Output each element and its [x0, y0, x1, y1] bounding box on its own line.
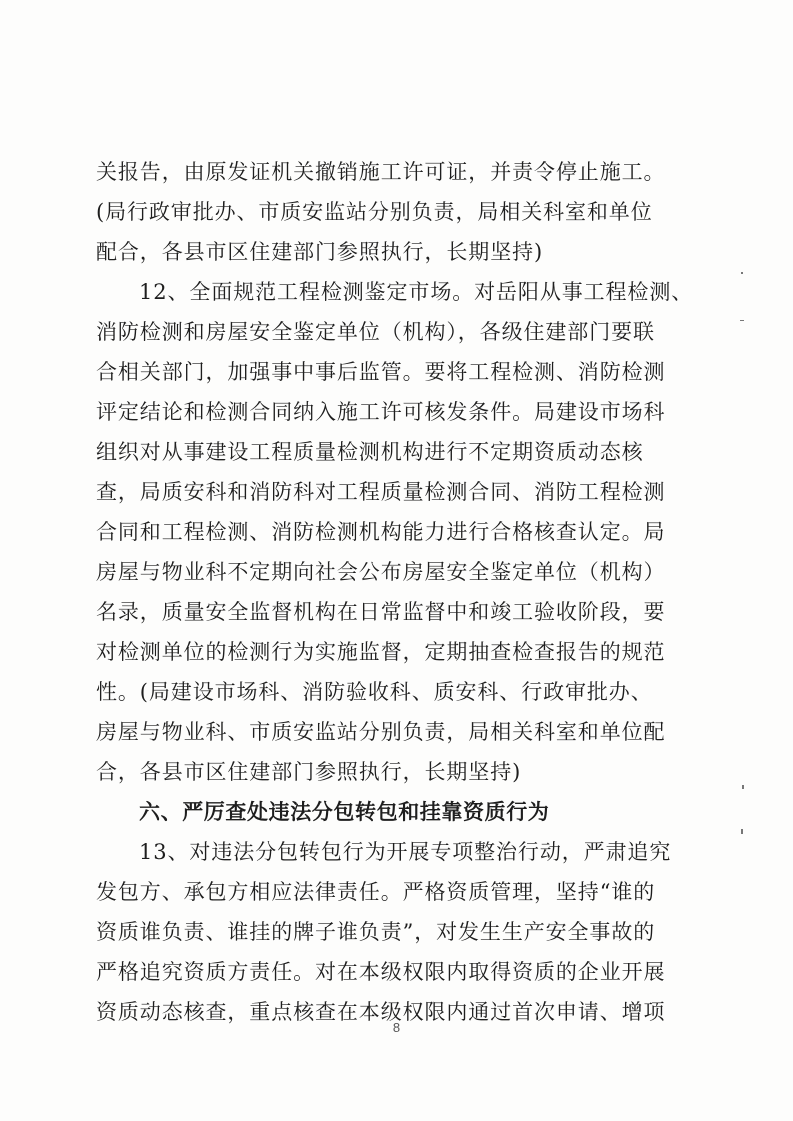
text-line-3: 配合，各县市区住建部门参照执行，长期坚持)	[96, 240, 544, 264]
text-line-5: 消防检测和房屋安全鉴定单位（机构），各级住建部门要联	[96, 320, 655, 344]
text-line-12: 名录，质量安全监督机构在日常监督中和竣工验收阶段，要	[96, 600, 666, 624]
scan-speck	[741, 272, 743, 274]
scan-speck	[740, 320, 744, 321]
text-line-22: 资质动态核查，重点核查在本级权限内通过首次申请、增项	[96, 1000, 666, 1024]
text-line-4: 12、全面规范工程检测鉴定市场。对岳阳从事工程检测、	[139, 280, 694, 304]
text-line-13: 对检测单位的检测行为实施监督，定期抽查检查报告的规范	[96, 640, 666, 664]
text-line-20: 资质谁负责、谁挂的牌子谁负责”，对发生生产安全事故的	[96, 920, 656, 944]
scan-speck	[741, 829, 743, 834]
text-line-21: 严格追究资质方责任。对在本级权限内取得资质的企业开展	[96, 960, 666, 984]
text-line-16: 合，各县市区住建部门参照执行，长期坚持)	[96, 760, 522, 784]
text-line-6: 合相关部门，加强事中事后监管。要将工程检测、消防检测	[96, 360, 666, 384]
text-line-7: 评定结论和检测合同纳入施工许可核发条件。局建设市场科	[96, 400, 666, 424]
text-line-14: 性。(局建设市场科、消防验收科、质安科、行政审批办、	[96, 680, 653, 704]
section-heading: 六、严厉查处违法分包转包和挂靠资质行为	[139, 800, 550, 824]
text-line-1: 关报告，由原发证机关撤销施工许可证，并责令停止施工。	[96, 160, 666, 184]
text-line-2: (局行政审批办、市质安监站分别负责，局相关科室和单位	[96, 200, 653, 224]
text-line-19: 发包方、承包方相应法律责任。严格资质管理，坚持“谁的	[96, 880, 656, 904]
text-line-18: 13、对违法分包转包行为开展专项整治行动，严肃追究	[139, 840, 672, 864]
text-line-9: 查，局质安科和消防科对工程质量检测合同、消防工程检测	[96, 480, 666, 504]
page-number: 8	[392, 1020, 401, 1035]
text-line-11: 房屋与物业科不定期向社会公布房屋安全鉴定单位（机构）	[96, 560, 666, 584]
text-line-15: 房屋与物业科、市质安监站分别负责，局相关科室和单位配	[96, 720, 666, 744]
text-line-10: 合同和工程检测、消防检测机构能力进行合格核查认定。局	[96, 520, 666, 544]
scan-speck	[742, 785, 744, 789]
text-line-8: 组织对从事建设工程质量检测机构进行不定期资质动态核	[96, 440, 644, 464]
